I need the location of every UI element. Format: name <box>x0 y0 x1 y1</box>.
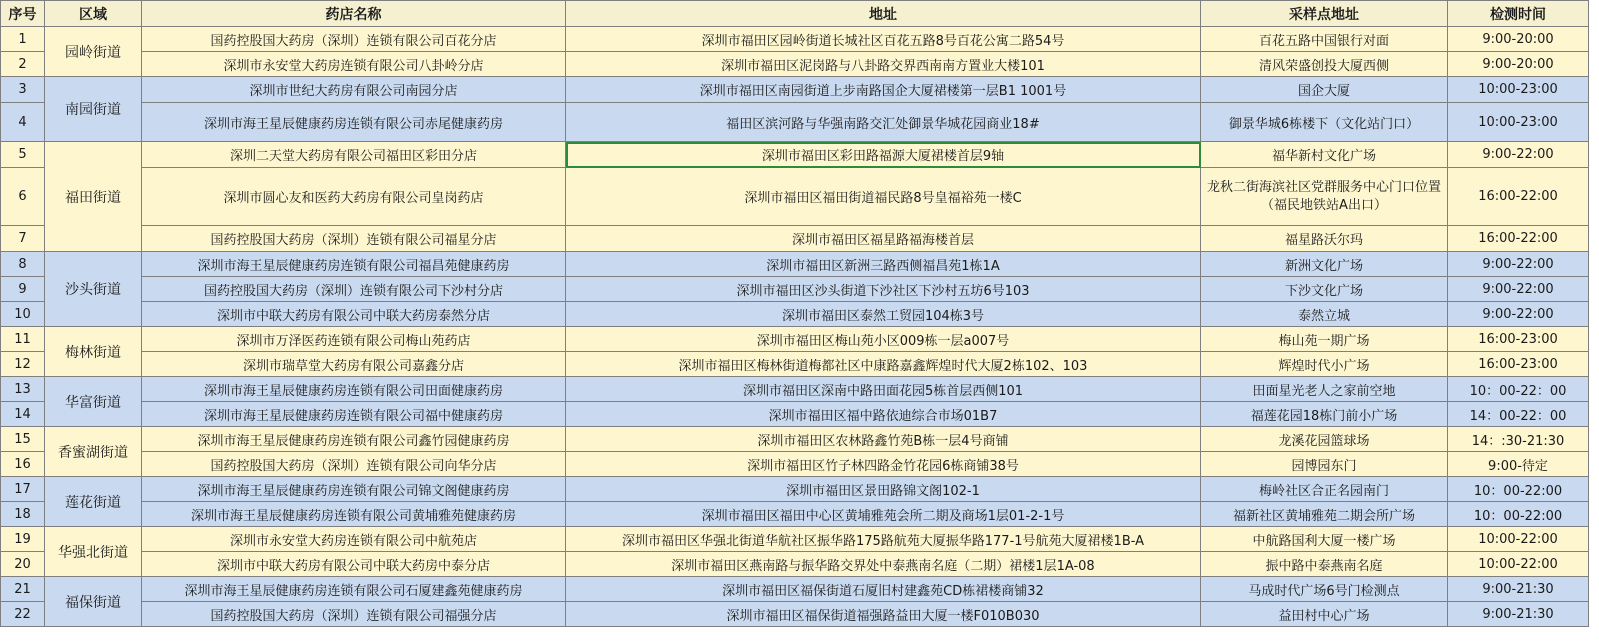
cell-pharmacy[interactable]: 深圳市永安堂大药房连锁有限公司八卦岭分店 <box>142 52 566 77</box>
cell-site[interactable]: 御景华城6栋楼下（文化站门口） <box>1201 103 1448 142</box>
cell-no[interactable]: 5 <box>1 142 45 168</box>
cell-address[interactable]: 深圳市福田区新洲三路西侧福昌苑1栋1A <box>566 252 1201 277</box>
table-row <box>1 552 1589 577</box>
cell-time[interactable]: 9:00-22:00 <box>1448 142 1589 168</box>
cell-site[interactable]: 梅山苑一期广场 <box>1201 327 1448 352</box>
cell-time[interactable]: 16:00-23:00 <box>1448 352 1589 377</box>
cell-no[interactable]: 3 <box>1 77 45 103</box>
cell-no[interactable]: 12 <box>1 352 45 377</box>
cell-no[interactable]: 14 <box>1 402 45 427</box>
header-cell-time[interactable]: 检测时间 <box>1448 1 1589 27</box>
header-cell-no[interactable]: 序号 <box>1 1 45 27</box>
cell-address[interactable]: 深圳市福田区农林路鑫竹苑B栋一层4号商铺 <box>566 427 1201 452</box>
table-row <box>1 477 1589 502</box>
cell-no[interactable]: 17 <box>1 477 45 502</box>
cell-region[interactable]: 福田街道 <box>45 142 142 252</box>
cell-region[interactable]: 南园街道 <box>45 77 142 142</box>
table-row <box>1 502 1589 527</box>
cell-time[interactable]: 9:00-20:00 <box>1448 27 1589 52</box>
cell-address[interactable]: 深圳市福田区园岭街道长城社区百花五路8号百花公寓二路54号 <box>566 27 1201 52</box>
table-row <box>1 402 1589 427</box>
cell-no[interactable]: 8 <box>1 252 45 277</box>
cell-no[interactable]: 19 <box>1 527 45 552</box>
cell-address[interactable]: 深圳市福田区福田街道福民路8号皇福裕苑一楼C <box>566 168 1201 226</box>
cell-time[interactable]: 10：00-22：00 <box>1448 377 1589 402</box>
cell-site[interactable]: 泰然立城 <box>1201 302 1448 327</box>
cell-address[interactable]: 深圳市福田区梅林街道梅都社区中康路嘉鑫辉煌时代大厦2栋102、103 <box>566 352 1201 377</box>
cell-address[interactable]: 深圳市福田区竹子林四路金竹花园6栋商铺38号 <box>566 452 1201 477</box>
cell-no[interactable]: 1 <box>1 27 45 52</box>
cell-region[interactable]: 华富街道 <box>45 377 142 427</box>
cell-site[interactable]: 益田村中心广场 <box>1201 602 1448 627</box>
cell-time[interactable]: 9:00-22:00 <box>1448 277 1589 302</box>
cell-pharmacy[interactable]: 国药控股国大药房（深圳）连锁有限公司向华分店 <box>142 452 566 477</box>
cell-time[interactable]: 9:00-20:00 <box>1448 52 1589 77</box>
cell-address[interactable]: 深圳市福田区福保街道福强路益田大厦一楼F010B030 <box>566 602 1201 627</box>
table-row <box>1 452 1589 477</box>
cell-pharmacy[interactable]: 深圳市海王星辰健康药房连锁有限公司黄埔雅苑健康药房 <box>142 502 566 527</box>
cell-time[interactable]: 10:00-23:00 <box>1448 77 1589 103</box>
cell-address[interactable]: 深圳市福田区燕南路与振华路交界处中泰燕南名庭（二期）裙楼1层1A-08 <box>566 552 1201 577</box>
table-row <box>1 377 1589 402</box>
table-row <box>1 252 1589 277</box>
cell-address[interactable]: 深圳市福田区华强北街道华航社区振华路175路航苑大厦振华路177-1号航苑大厦裙楼1B-A <box>566 527 1201 552</box>
cell-time[interactable]: 10:00-23:00 <box>1448 103 1589 142</box>
cell-pharmacy[interactable]: 国药控股国大药房（深圳）连锁有限公司下沙村分店 <box>142 277 566 302</box>
table-row <box>1 226 1589 252</box>
cell-time[interactable]: 10:00-22:00 <box>1448 527 1589 552</box>
cell-pharmacy[interactable]: 深圳市海王星辰健康药房连锁有限公司福昌苑健康药房 <box>142 252 566 277</box>
cell-address[interactable]: 深圳市福田区深南中路田面花园5栋首层西侧101 <box>566 377 1201 402</box>
cell-pharmacy[interactable]: 国药控股国大药房（深圳）连锁有限公司福强分店 <box>142 602 566 627</box>
cell-site[interactable]: 振中路中泰燕南名庭 <box>1201 552 1448 577</box>
cell-pharmacy[interactable]: 深圳市圆心友和医药大药房有限公司皇岗药店 <box>142 168 566 226</box>
cell-region[interactable]: 莲花街道 <box>45 477 142 527</box>
header-cell-region[interactable]: 区域 <box>45 1 142 27</box>
table-row <box>1 302 1589 327</box>
cell-site[interactable]: 园博园东门 <box>1201 452 1448 477</box>
table-row <box>1 168 1589 226</box>
cell-time[interactable]: 16:00-23:00 <box>1448 327 1589 352</box>
table-row <box>1 602 1589 627</box>
cell-pharmacy[interactable]: 深圳市中联大药房有限公司中联大药房泰然分店 <box>142 302 566 327</box>
cell-time[interactable]: 14：00-22：00 <box>1448 402 1589 427</box>
cell-pharmacy[interactable]: 深圳市万泽医药连锁有限公司梅山苑药店 <box>142 327 566 352</box>
table-row <box>1 142 1589 168</box>
cell-address[interactable]: 深圳市福田区沙头街道下沙社区下沙村五坊6号103 <box>566 277 1201 302</box>
table-row <box>1 327 1589 352</box>
cell-time[interactable]: 14：:30-21:30 <box>1448 427 1589 452</box>
cell-no[interactable]: 22 <box>1 602 45 627</box>
cell-no[interactable]: 15 <box>1 427 45 452</box>
cell-no[interactable]: 6 <box>1 168 45 226</box>
cell-site[interactable]: 福华新村文化广场 <box>1201 142 1448 168</box>
cell-address[interactable]: 深圳市福田区南园街道上步南路国企大厦裙楼第一层B1 1001号 <box>566 77 1201 103</box>
cell-site[interactable]: 新洲文化广场 <box>1201 252 1448 277</box>
cell-no[interactable]: 18 <box>1 502 45 527</box>
cell-region[interactable]: 园岭街道 <box>45 27 142 77</box>
cell-pharmacy[interactable]: 深圳市中联大药房有限公司中联大药房中泰分店 <box>142 552 566 577</box>
cell-pharmacy[interactable]: 深圳市海王星辰健康药房连锁有限公司福中健康药房 <box>142 402 566 427</box>
cell-pharmacy[interactable]: 深圳市海王星辰健康药房连锁有限公司石厦建鑫苑健康药房 <box>142 577 566 602</box>
cell-site[interactable]: 国企大厦 <box>1201 77 1448 103</box>
cell-site[interactable]: 龙秋二街海滨社区党群服务中心门口位置（福民地铁站A出口） <box>1201 168 1448 226</box>
cell-time[interactable]: 16:00-22:00 <box>1448 226 1589 252</box>
cell-region[interactable]: 梅林街道 <box>45 327 142 377</box>
cell-time[interactable]: 9:00-待定 <box>1448 452 1589 477</box>
cell-region[interactable]: 福保街道 <box>45 577 142 627</box>
cell-address[interactable]: 深圳市福田区福星路福海楼首层 <box>566 226 1201 252</box>
cell-address[interactable]: 深圳市福田区景田路锦文阁102-1 <box>566 477 1201 502</box>
cell-address[interactable]: 深圳市福田区福田中心区黄埔雅苑会所二期及商场1层01-2-1号 <box>566 502 1201 527</box>
table-row <box>1 427 1589 452</box>
cell-site[interactable]: 龙溪花园篮球场 <box>1201 427 1448 452</box>
cell-site[interactable]: 田面星光老人之家前空地 <box>1201 377 1448 402</box>
cell-time[interactable]: 10:00-22:00 <box>1448 552 1589 577</box>
cell-time[interactable]: 10：00-22:00 <box>1448 477 1589 502</box>
cell-site[interactable]: 百花五路中国银行对面 <box>1201 27 1448 52</box>
cell-site[interactable]: 福新社区黄埔雅苑二期会所广场 <box>1201 502 1448 527</box>
header-row <box>1 1 1589 27</box>
cell-no[interactable]: 9 <box>1 277 45 302</box>
header-cell-pharmacy[interactable]: 药店名称 <box>142 1 566 27</box>
cell-no[interactable]: 2 <box>1 52 45 77</box>
cell-site[interactable]: 梅岭社区合正名园南门 <box>1201 477 1448 502</box>
cell-pharmacy[interactable]: 深圳市海王星辰健康药房连锁有限公司赤尾健康药房 <box>142 103 566 142</box>
table-row <box>1 27 1589 52</box>
cell-no[interactable]: 21 <box>1 577 45 602</box>
cell-pharmacy[interactable]: 国药控股国大药房（深圳）连锁有限公司福星分店 <box>142 226 566 252</box>
cell-time[interactable]: 9:00-22:00 <box>1448 302 1589 327</box>
cell-no[interactable]: 7 <box>1 226 45 252</box>
cell-pharmacy[interactable]: 深圳二天堂大药房有限公司福田区彩田分店 <box>142 142 566 168</box>
cell-time[interactable]: 9:00-21:30 <box>1448 602 1589 627</box>
cell-no[interactable]: 16 <box>1 452 45 477</box>
cell-time[interactable]: 9:00-22:00 <box>1448 252 1589 277</box>
cell-pharmacy[interactable]: 深圳市海王星辰健康药房连锁有限公司锦文阁健康药房 <box>142 477 566 502</box>
cell-no[interactable]: 20 <box>1 552 45 577</box>
cell-address[interactable]: 深圳市福田区泥岗路与八卦路交界西南南方置业大楼101 <box>566 52 1201 77</box>
cell-address[interactable]: 深圳市福田区梅山苑小区009栋一层a007号 <box>566 327 1201 352</box>
cell-address-selected[interactable]: 深圳市福田区彩田路福源大厦裙楼首层9轴 <box>566 142 1201 168</box>
cell-site[interactable]: 马成时代广场6号门检测点 <box>1201 577 1448 602</box>
cell-site[interactable]: 下沙文化广场 <box>1201 277 1448 302</box>
cell-time[interactable]: 10：00-22:00 <box>1448 502 1589 527</box>
cell-site[interactable]: 中航路国利大厦一楼广场 <box>1201 527 1448 552</box>
header-cell-site[interactable]: 采样点地址 <box>1201 1 1448 27</box>
cell-pharmacy[interactable]: 深圳市永安堂大药房连锁有限公司中航苑店 <box>142 527 566 552</box>
cell-address[interactable]: 深圳市福田区泰然工贸园104栋3号 <box>566 302 1201 327</box>
cell-pharmacy[interactable]: 深圳市瑞草堂大药房有限公司嘉鑫分店 <box>142 352 566 377</box>
cell-no[interactable]: 13 <box>1 377 45 402</box>
cell-site[interactable]: 福星路沃尔玛 <box>1201 226 1448 252</box>
cell-address[interactable]: 福田区滨河路与华强南路交汇处御景华城花园商业18# <box>566 103 1201 142</box>
cell-site[interactable]: 福莲花园18栋门前小广场 <box>1201 402 1448 427</box>
cell-no[interactable]: 11 <box>1 327 45 352</box>
cell-site[interactable]: 清风荣盛创投大厦西侧 <box>1201 52 1448 77</box>
cell-pharmacy[interactable]: 深圳市海王星辰健康药房连锁有限公司田面健康药房 <box>142 377 566 402</box>
table-row <box>1 277 1589 302</box>
cell-pharmacy[interactable]: 国药控股国大药房（深圳）连锁有限公司百花分店 <box>142 27 566 52</box>
table-row <box>1 52 1589 77</box>
cell-address[interactable]: 深圳市福田区福中路依迪综合市场01B7 <box>566 402 1201 427</box>
cell-time[interactable]: 9:00-21:30 <box>1448 577 1589 602</box>
cell-region[interactable]: 华强北街道 <box>45 527 142 577</box>
cell-address[interactable]: 深圳市福田区福保街道石厦旧村建鑫苑CD栋裙楼商铺32 <box>566 577 1201 602</box>
header-cell-address[interactable]: 地址 <box>566 1 1201 27</box>
cell-no[interactable]: 10 <box>1 302 45 327</box>
cell-pharmacy[interactable]: 深圳市世纪大药房有限公司南园分店 <box>142 77 566 103</box>
table-row <box>1 77 1589 103</box>
table-row <box>1 527 1589 552</box>
table-row <box>1 352 1589 377</box>
cell-region[interactable]: 沙头街道 <box>45 252 142 327</box>
table-row <box>1 577 1589 602</box>
cell-pharmacy[interactable]: 深圳市海王星辰健康药房连锁有限公司鑫竹园健康药房 <box>142 427 566 452</box>
cell-site[interactable]: 辉煌时代小广场 <box>1201 352 1448 377</box>
cell-no[interactable]: 4 <box>1 103 45 142</box>
cell-region[interactable]: 香蜜湖街道 <box>45 427 142 477</box>
table-row <box>1 103 1589 142</box>
cell-time[interactable]: 16:00-22:00 <box>1448 168 1589 226</box>
